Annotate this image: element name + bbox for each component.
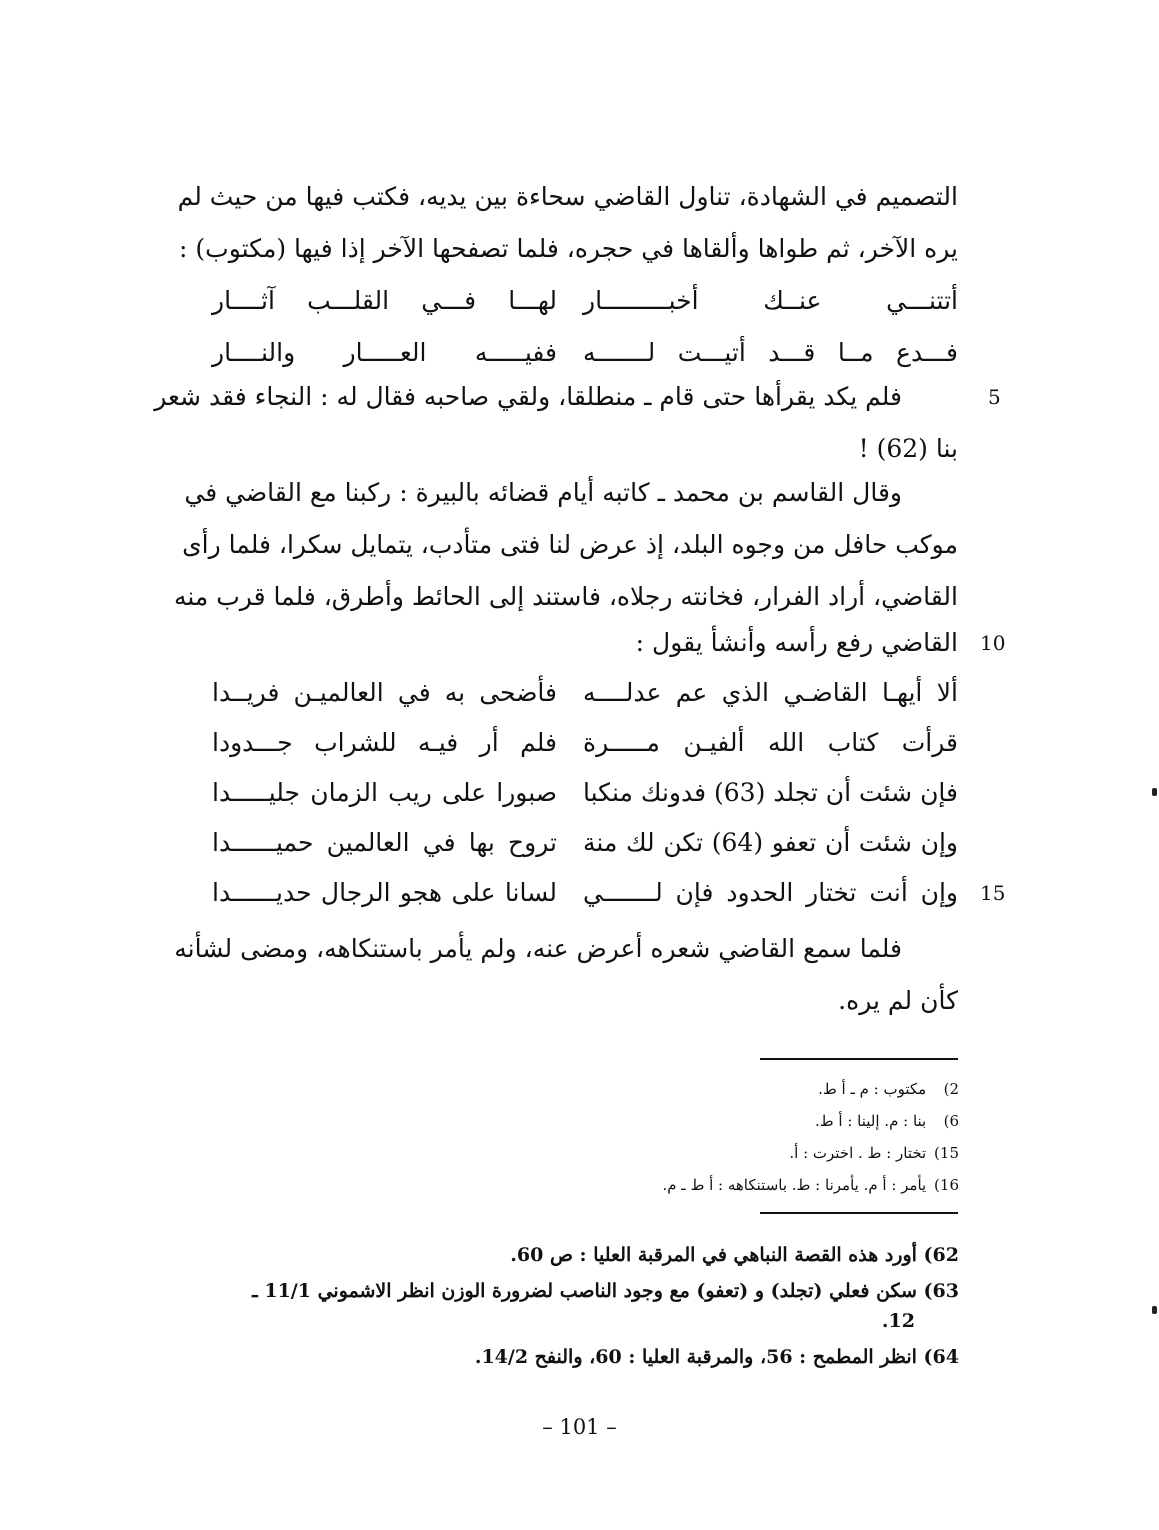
variant-text: يأمر : أ م. يأمرنا : ط. باستنكاهه : أ ط ـ م. bbox=[662, 1176, 927, 1194]
verse-first-hemistich: فإن شئت أن تجلد (63) فدونك منكبا bbox=[583, 778, 958, 807]
variant-text: مكتوب : م ـ أ ط. bbox=[818, 1080, 927, 1098]
footnote-rule bbox=[760, 1212, 958, 1214]
verse-first-hemistich: أتتنـــي عنــك أخبـــــــــار bbox=[583, 286, 958, 315]
verse-line bbox=[212, 284, 958, 318]
verse-first-hemistich: وإن أنت تختار الحدود فإن لـــــــي bbox=[583, 878, 958, 907]
verse-line bbox=[212, 336, 958, 370]
variant-line-ref: 16) bbox=[934, 1176, 959, 1194]
variant-line-ref: 6) bbox=[943, 1112, 959, 1130]
verse-second-hemistich: صبورا على ريب الزمان جليـــــدا bbox=[212, 778, 557, 807]
prose-line: فلم يكد يقرأها حتى قام ـ منطلقا، ولقي صاحبه فقال له : النجاء فقد شعر bbox=[154, 382, 902, 411]
verse-first-hemistich: فـــدع مــا قـــد أتيـــت لـــــــه bbox=[583, 338, 958, 367]
verse-second-hemistich: فأضحى به في العالميـن فريــدا bbox=[212, 678, 557, 707]
verse-second-hemistich: تروح بها في العالمين حميــــــدا bbox=[212, 828, 557, 857]
prose-line: القاضي، أراد الفرار، فخانته رجلاه، فاستند إلى الحائط وأطرق، فلما قرب منه bbox=[173, 582, 958, 611]
line-number: 10 bbox=[980, 631, 1006, 655]
variant-reading bbox=[789, 1142, 959, 1164]
footnote: 62) أورد هذه القصة النباهي في المرقبة العليا : ص 60. bbox=[510, 1244, 959, 1266]
prose-line: بنا (62) ! bbox=[858, 434, 958, 463]
line-number: 5 bbox=[988, 385, 1001, 409]
footnote: 64) انظر المطمح : 56، والمرقبة العليا : 60، والنفح 14/2. bbox=[474, 1346, 959, 1368]
verse-line bbox=[212, 826, 958, 860]
verse-second-hemistich: لسانا على هجو الرجال حديــــــدا bbox=[212, 878, 557, 907]
verse-first-hemistich: ألا أيهـا القاضـي الذي عم عدلــــه bbox=[583, 678, 958, 707]
verse-line bbox=[212, 726, 958, 760]
verse-line bbox=[212, 776, 958, 810]
variant-reading bbox=[815, 1110, 959, 1132]
verse-first-hemistich: قرأت كتاب الله ألفيـن مـــــرة bbox=[583, 728, 958, 757]
variant-line-ref: 15) bbox=[934, 1144, 959, 1162]
prose-line: التصميم في الشهادة، تناول القاضي سحاءة بين يديه، فكتب فيها من حيث لم bbox=[177, 182, 958, 211]
apparatus-rule bbox=[760, 1058, 958, 1060]
variant-reading bbox=[818, 1078, 959, 1100]
verse-first-hemistich: وإن شئت أن تعفو (64) تكن لك منة bbox=[583, 828, 958, 857]
verse-second-hemistich: فلم أر فيـه للشراب جـــدودا bbox=[212, 728, 557, 757]
variant-line-ref: 2) bbox=[943, 1080, 959, 1098]
verse-second-hemistich: ففيـــــه العـــــار والنــــار bbox=[212, 338, 557, 367]
line-number: 15 bbox=[980, 881, 1006, 905]
verse-line bbox=[212, 876, 958, 910]
variant-text: بنا : م. إلينا : أ ط. bbox=[815, 1112, 927, 1130]
footnote-continuation: 12. bbox=[881, 1310, 915, 1332]
scan-mark bbox=[1152, 788, 1157, 796]
prose-line: وقال القاسم بن محمد ـ كاتبه أيام قضائه بالبيرة : ركبنا مع القاضي في bbox=[184, 478, 902, 507]
prose-line: موكب حافل من وجوه البلد، إذ عرض لنا فتى متأدب، يتمايل سكرا، فلما رأى bbox=[182, 530, 958, 559]
variant-reading bbox=[662, 1174, 959, 1196]
prose-line: فلما سمع القاضي شعره أعرض عنه، ولم يأمر باستنكاهه، ومضى لشأنه bbox=[174, 934, 902, 963]
prose-line: القاضي رفع رأسه وأنشأ يقول : bbox=[635, 628, 958, 657]
verse-second-hemistich: لهـــا فـــي القلـــب آثــــار bbox=[212, 286, 557, 315]
page-number: – 101 – bbox=[542, 1415, 617, 1439]
variant-text: تختار : ط . اخترت : أ. bbox=[789, 1144, 927, 1162]
scan-mark bbox=[1152, 1306, 1157, 1314]
prose-line: كأن لم يره. bbox=[838, 986, 958, 1015]
prose-line: يره الآخر، ثم طواها وألقاها في حجره، فلما تصفحها الآخر إذا فيها (مكتوب) : bbox=[179, 234, 958, 263]
verse-line bbox=[212, 676, 958, 710]
footnote: 63) سكن فعلي (تجلد) و (تعفو) مع وجود الناصب لضرورة الوزن انظر الاشموني 11/1 ـ bbox=[252, 1280, 959, 1302]
